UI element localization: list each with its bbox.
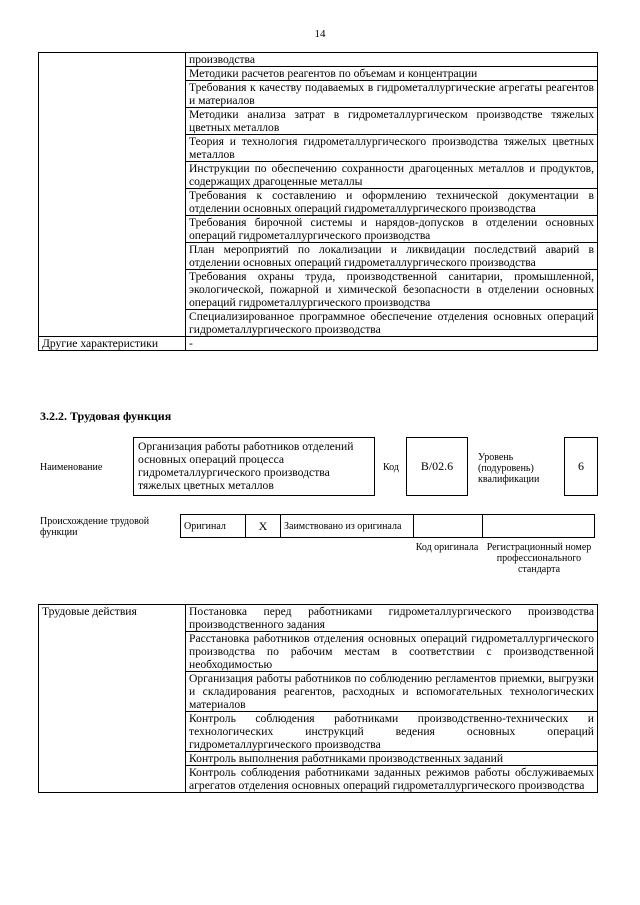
- knowledge-table: [38, 52, 598, 351]
- knowledge-item: Теория и технология гидрометаллургического производства тяжелых цветных металлов: [186, 135, 598, 162]
- knowledge-item: Инструкции по обеспечению сохранности драгоценных металлов и продуктов, содержащих драгоценные металлы: [186, 162, 598, 189]
- labor-action-item: Контроль выполнения работниками производственных заданий: [186, 752, 598, 766]
- knowledge-item: Требования бирочной системы и нарядов-допусков в отделении основных операций гидрометаллургического производства: [186, 216, 598, 243]
- section-title: 3.2.2. Трудовая функция: [40, 409, 172, 423]
- knowledge-item: Требования к качеству подаваемых в гидрометаллургические агрегаты реагентов и материалов: [186, 81, 598, 108]
- knowledge-item: Специализированное программное обеспечение отделения основных операций гидрометаллургического производства: [186, 310, 598, 337]
- knowledge-item: Требования к составлению и оформлению технической документации в отделении основных операций гидрометаллургического производства: [186, 189, 598, 216]
- original-mark: X: [246, 515, 281, 538]
- borrowed-label: Заимствовано из оригинала: [281, 515, 414, 538]
- original-label: Оригинал: [181, 515, 246, 538]
- labor-action-item: Контроль соблюдения работниками производственно-технических и технологических инструкций ведения основных операций гидрометаллургического производства: [186, 712, 598, 752]
- labor-actions-label: Трудовые действия: [39, 605, 186, 793]
- page-number: 14: [314, 28, 326, 40]
- labor-action-item: Расстановка работников отделения основных операций гидрометаллургического производства по рабочим местам в соответствии с производственной необходимостью: [186, 632, 598, 672]
- original-code-caption: Код оригинала: [415, 542, 479, 553]
- qualification-level-label: Уровень (подуровень) квалификации: [478, 452, 540, 485]
- function-name-box: Организация работы работников отделений основных операций процесса гидрометаллургического производства тяжелых цветных металлов: [133, 437, 375, 496]
- labor-action-item: Постановка перед работниками гидрометаллургического производства производственного задания: [186, 605, 598, 632]
- name-label: Наименование: [40, 462, 103, 473]
- registration-number-caption: Регистрационный номер профессионального стандарта: [486, 542, 592, 575]
- labor-action-item: Контроль соблюдения работниками заданных режимов работы обслуживаемых агрегатов отделения основных операций гидрометаллургического производства: [186, 766, 598, 793]
- knowledge-item: Методики расчетов реагентов по объемам и концентрации: [186, 67, 598, 81]
- knowledge-item: Методики анализа затрат в гидрометаллургическом производстве тяжелых цветных металлов: [186, 108, 598, 135]
- original-code-cell: [414, 515, 483, 538]
- origin-table: [180, 514, 595, 538]
- origin-label: Происхождение трудовой функции: [40, 516, 150, 538]
- function-code-box: В/02.6: [406, 437, 468, 496]
- registration-number-cell: [483, 515, 595, 538]
- labor-actions-table: [38, 604, 598, 793]
- other-characteristics-label: Другие характеристики: [39, 337, 186, 351]
- labor-action-item: Организация работы работников по соблюдению регламентов приемки, выгрузки и складирования реагентов, расходных и вспомогательных технологических материалов: [186, 672, 598, 712]
- knowledge-item: Требования охраны труда, производственной санитарии, промышленной, экологической, пожарной и химической безопасности в отделении основных операций гидрометаллургического производства: [186, 270, 598, 310]
- code-label: Код: [383, 462, 399, 473]
- qualification-level-box: 6: [564, 437, 598, 496]
- other-characteristics-value: -: [186, 337, 598, 351]
- knowledge-item: производства: [186, 53, 598, 67]
- knowledge-item: План мероприятий по локализации и ликвидации последствий аварий в отделении основных операций гидрометаллургического производства: [186, 243, 598, 270]
- knowledge-label-cell: [39, 53, 186, 337]
